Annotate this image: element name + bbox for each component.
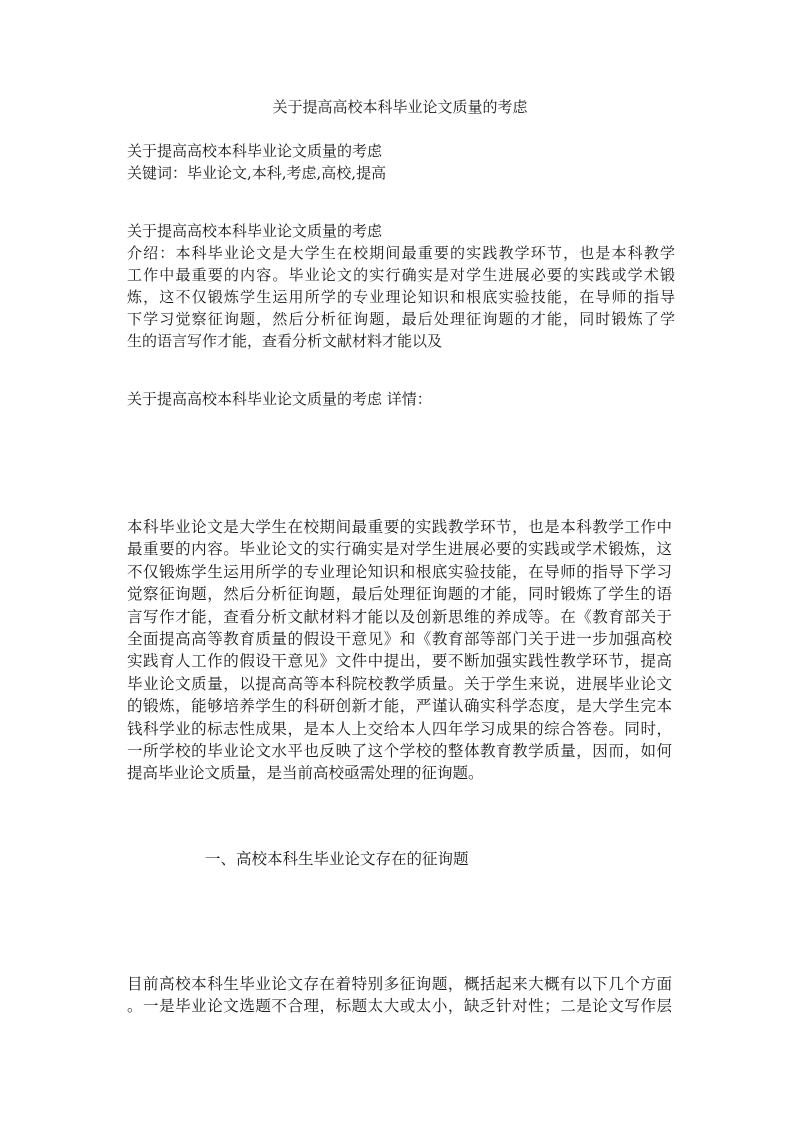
keywords-line: 关键词：毕业论文,本科,考虑,高校,提高 xyxy=(127,164,387,182)
body-line: 钱科学业的标志性成果，是本人上交给本人四年学习成果的综合答卷。同时， xyxy=(127,719,672,738)
section-heading: 一、高校本科生毕业论文存在的征询题 xyxy=(205,850,469,868)
body-line: 实践育人工作的假设干意见》文件中提出，要不断加强实践性教学环节，提高 xyxy=(127,652,672,671)
document-title: 关于提高高校本科毕业论文质量的考虑 xyxy=(272,98,528,116)
body-line: 毕业论文质量，以提高高等本科院校教学质量。关于学生来说，进展毕业论文 xyxy=(127,674,672,693)
summary-title: 关于提高高校本科毕业论文质量的考虑 xyxy=(127,222,383,240)
body-line: 全面提高高等教育质量的假设干意见》和《教育部等部门关于进一步加强高校 xyxy=(127,630,672,649)
summary-line: 工作中最重要的内容。毕业论文的实行确实是对学生进展必要的实践或学术锻 xyxy=(127,266,675,284)
header-subtitle: 关于提高高校本科毕业论文质量的考虑 xyxy=(127,142,383,160)
body-line: 一所学校的毕业论文水平也反映了这个学校的整体教育教学质量，因而，如何 xyxy=(127,742,672,761)
details-label: 关于提高高校本科毕业论文质量的考虑 详情： xyxy=(127,390,432,408)
summary-line: 炼，这不仅锻炼学生运用所学的专业理论知识和根底实验技能，在导师的指导 xyxy=(127,288,675,306)
body-line: 不仅锻炼学生运用所学的专业理论知识和根底实验技能，在导师的指导下学习 xyxy=(127,562,672,581)
summary-line: 下学习觉察征询题，然后分析征询题，最后处理征询题的才能，同时锻炼了学 xyxy=(127,310,675,328)
header-block xyxy=(127,140,675,184)
summary-line: 生的语言写作才能，查看分析文献材料才能以及 xyxy=(127,332,443,350)
body-line: 本科毕业论文是大学生在校期间最重要的实践教学环节，也是本科教学工作中 xyxy=(127,518,672,536)
body-line: 言写作才能，查看分析文献材料才能以及创新思维的养成等。在《教育部关于 xyxy=(127,607,672,626)
section1-line: 。一是毕业论文选题不合理，标题太大或太小，缺乏针对性；二是论文写作层 xyxy=(127,997,672,1016)
body-line: 最重要的内容。毕业论文的实行确实是对学生进展必要的实践或学术锻炼，这 xyxy=(127,540,672,559)
details-label-block xyxy=(127,388,675,410)
section1-paragraph xyxy=(127,973,672,1018)
summary-block xyxy=(127,220,675,352)
section1-line: 目前高校本科生毕业论文存在着特别多征询题，概括起来大概有以下几个方面 xyxy=(127,975,672,993)
summary-line: 介绍：本科毕业论文是大学生在校期间最重要的实践教学环节，也是本科教学 xyxy=(127,244,675,262)
body-paragraph xyxy=(127,516,672,785)
body-line: 提高毕业论文质量，是当前高校亟需处理的征询题。 xyxy=(127,764,484,783)
body-line: 的锻炼，能够培养学生的科研创新才能，严谨认确实科学态度，是大学生完本 xyxy=(127,697,672,716)
body-line: 觉察征询题，然后分析征询题，最后处理征询题的才能，同时锻炼了学生的语 xyxy=(127,585,672,604)
